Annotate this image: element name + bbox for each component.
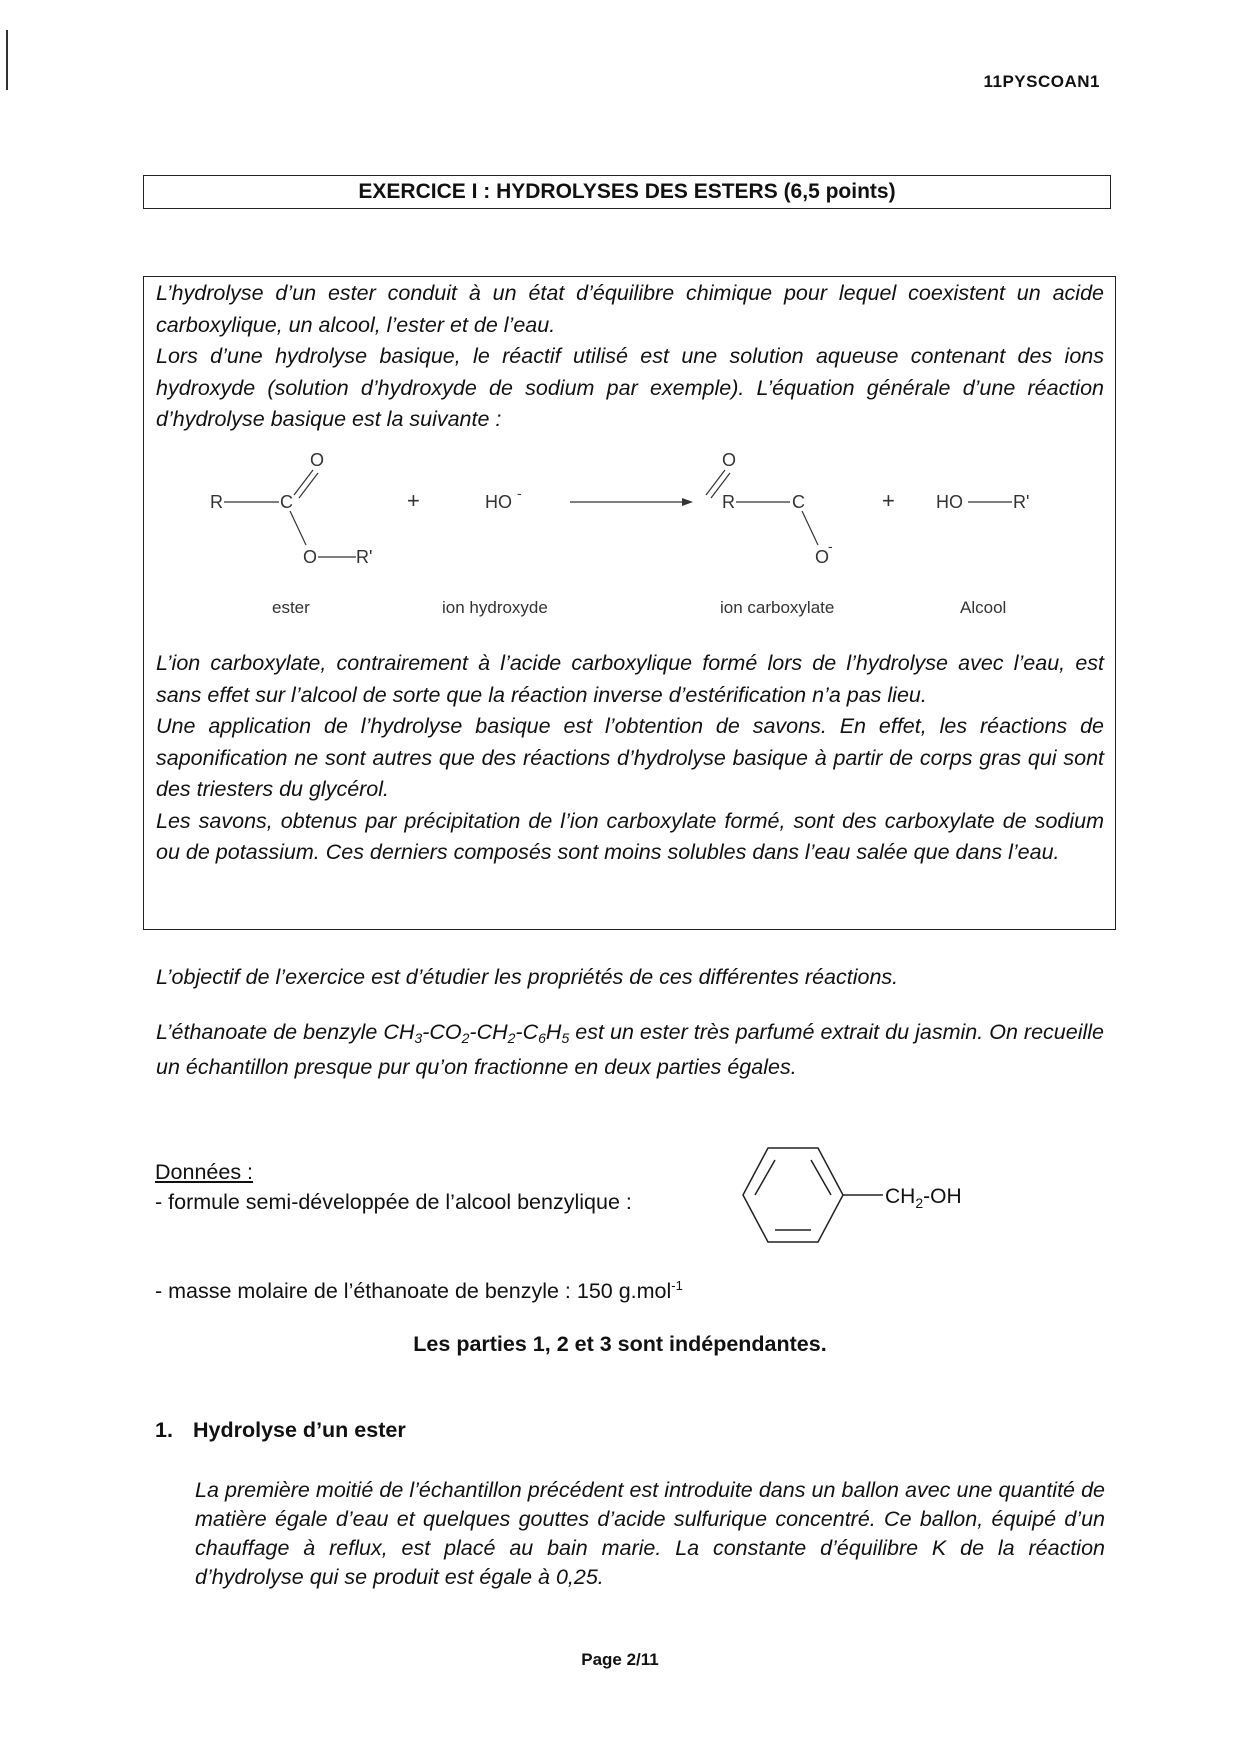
ester-prefix: L’éthanoate de benzyle [156,1020,384,1044]
label-ester: ester [272,598,310,617]
section-1-heading: Hydrolyse d’un ester [193,1418,406,1442]
intro-text-bottom [156,648,1104,869]
intro-paragraph-1: L’hydrolyse d’un ester conduit à un état d’équilibre chimique pour lequel coexistent un acide carboxylique, un alcool, l’ester et de l’eau. [156,281,1104,337]
exercise-title: EXERCICE I : HYDROLYSES DES ESTERS (6,5 points) [143,175,1111,209]
intro-paragraph-3: L’ion carboxylate, contrairement à l’acide carboxylique formé lors de l’hydrolyse avec l’eau, est sans effet sur l’alcool de sorte que la réaction inverse d’estérification n’a pas lieu. [156,651,1104,707]
section-1-number: 1. [155,1418,173,1442]
carboxylate-r: R [722,492,735,512]
page-number: Page 2/11 [581,1650,659,1669]
formula-sub: 3 [414,1030,423,1046]
ch2oh-label: $CH_2-OH$ [885,1185,962,1211]
molar-mass-line [155,1278,683,1304]
carboxylate-c: C [792,492,805,512]
reaction-equation [160,435,1100,635]
formula-part: -CH [469,1020,508,1044]
benzyl-alcohol-structure [735,1140,995,1250]
formula-part: -CO [422,1020,462,1044]
plus-2: + [882,488,895,513]
reaction-arrow-head [682,498,693,506]
document-code: 11PYSCOAN1 [983,72,1100,91]
benzene-ring [743,1148,843,1242]
label-hydroxide: ion hydroxyde [442,598,548,617]
ester-paragraph [156,1018,1104,1082]
formula-sub: 6 [538,1030,546,1046]
intro-paragraph-4: Une application de l’hydrolyse basique est l’obtention de savons. En effet, les réactions de saponification ne sont autres que des réactions d’hydrolyse basique à partir de corps gras qui sont des triesters du glycérol. [156,714,1104,801]
objective-text: L’objectif de l’exercice est d’étudier les propriétés de ces différentes réactions. [156,965,899,989]
carboxylate-o: O [815,547,830,567]
ester-formula [383,1020,569,1044]
ester-co-bond [290,511,306,545]
ester-carbonyl-o: O [310,450,325,470]
formula-part: -C [515,1020,539,1044]
hydroxide-ion: HO [485,492,512,512]
carboxylate-co-bond [802,511,818,545]
donnees-label: Données : [155,1160,254,1184]
alcohol-r-prime: R' [1013,492,1030,512]
formula-sub: 5 [561,1030,570,1046]
carboxylate-charge: - [828,538,833,554]
ester-c: C [280,492,293,512]
molar-mass-text: - masse molaire de l’éthanoate de benzyle : 150 g.mol [155,1279,672,1303]
label-carboxylate: ion carboxylate [720,598,835,617]
plus-1: + [407,488,420,513]
ester-r-prime: R' [356,547,373,567]
benzyl-alcohol-formula-text: - formule semi-développée de l’alcool benzylique : [155,1190,632,1214]
formula-sub: 2 [461,1030,470,1046]
alcohol-ho: HO [936,492,963,512]
ester-r: R [210,492,223,512]
scan-margin-line [6,30,8,90]
intro-paragraph-5: Les savons, obtenus par précipitation de l’ion carboxylate formé, sont des carboxylate de sodium ou de potassium. Ces derniers composés sont moins solubles dans l’eau salée que dans l’eau. [156,808,1104,864]
intro-paragraph-2: Lors d’une hydrolyse basique, le réactif utilisé est une solution aqueuse contenant des ions hydroxyde (solution d’hydroxyde de sodium par exemple). L’équation générale d’une réaction d’hydrolyse basique est la suivante : [156,344,1104,431]
hydroxide-charge: - [517,485,522,501]
intro-text-top [156,278,1104,436]
ester-suffix: est un ester très parfumé extrait du jasmin. On recueille un échantillon presque pur qu’on fractionne en deux parties égales. [156,1020,1104,1079]
parts-note: Les parties 1, 2 et 3 sont indépendantes. [413,1332,827,1356]
formula-part: H [545,1020,562,1044]
carboxylate-carbonyl-o: O [722,450,737,470]
ester-o: O [303,547,318,567]
section-1-text: La première moitié de l’échantillon précédent est introduite dans un ballon avec une quantité de matière égale d’eau et quelques gouttes d’acide sulfurique concentré. Ce ballon, équipé d’un chauffage à reflux, est placé au bain marie. La constante d’équilibre K de la réaction d’hydrolyse qui se produit est égale à 0,25. [195,1478,1105,1589]
label-alcohol: Alcool [960,598,1007,617]
molar-mass-exponent: -1 [671,1278,683,1293]
section-1-title [155,1418,406,1443]
formula-sub: 2 [507,1030,516,1046]
formula-part: CH [383,1020,415,1044]
